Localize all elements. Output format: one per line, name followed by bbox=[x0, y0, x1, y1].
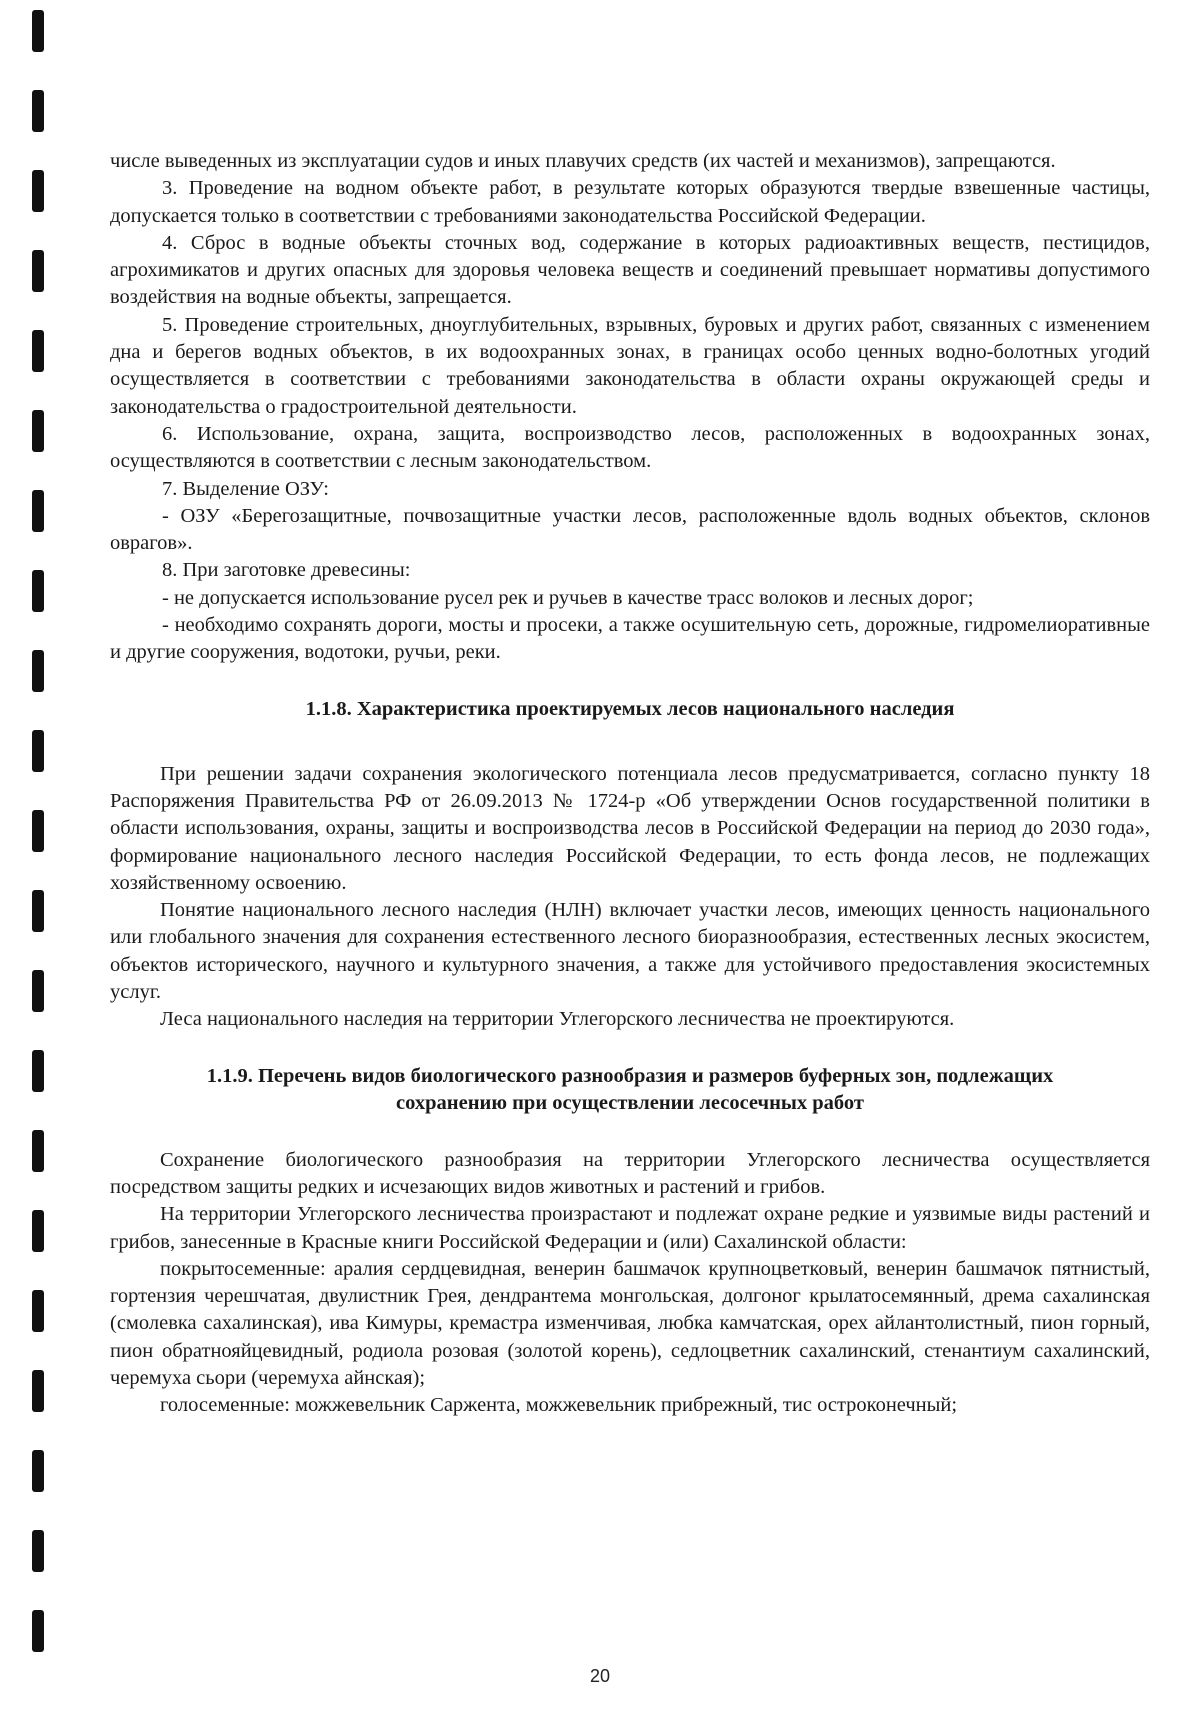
binding-hole bbox=[32, 1370, 44, 1412]
section-heading-1-1-8: 1.1.8. Характеристика проектируемых лесов национального наследия bbox=[305, 697, 955, 720]
paragraph-119-2: На территории Углегорского лесничества произрастают и подлежат охране редкие и уязвимые виды растений и грибов, занесенные в Красные книги Российской Федерации и (или) Сахалинской области: bbox=[110, 1203, 1150, 1253]
paragraph-118-3: Леса национального наследия на территории Углегорского лесничества не проектируются. bbox=[160, 1008, 955, 1031]
paragraph-item-7-detail: - ОЗУ «Берегозащитные, почвозащитные участки лесов, расположенные вдоль водных объектов, склонов оврагов». bbox=[110, 504, 1150, 555]
paragraph-continuation: числе выведенных из эксплуатации судов и иных плавучих средств (их частей и механизмов), запрещаются. bbox=[110, 150, 1056, 172]
page-number: 20 bbox=[589, 1666, 611, 1686]
binding-hole bbox=[32, 410, 44, 452]
binding-hole bbox=[32, 810, 44, 852]
binding-hole bbox=[32, 730, 44, 772]
paragraph-item-8: 8. При заготовке древесины: bbox=[162, 559, 411, 582]
binding-hole bbox=[32, 970, 44, 1012]
binding-hole bbox=[32, 250, 44, 292]
binding-hole bbox=[32, 890, 44, 932]
binding-hole bbox=[32, 1290, 44, 1332]
binding-hole bbox=[32, 10, 44, 52]
paragraph-item-8-detail-2: - необходимо сохранять дороги, мосты и просеки, а также осушительную сеть, дорожные, гидромелиоративные и другие сооружения, водотоки, ручьи, реки. bbox=[110, 614, 1150, 664]
binding-hole bbox=[32, 1050, 44, 1092]
binding-hole bbox=[32, 330, 44, 372]
paragraph-item-8-detail-1: - не допускается использование русел рек и ручьев в качестве трасс волоков и лесных дорог; bbox=[162, 586, 974, 609]
section-heading-1-1-9-line-2: сохранению при осуществлении лесосечных работ bbox=[396, 1091, 864, 1114]
document-body bbox=[110, 148, 1150, 1420]
paragraph-119-1: Сохранение биологического разнообразия на территории Углегорского лесничества осуществляется посредством защиты редких и исчезающих видов животных и растений и грибов. bbox=[110, 1148, 1150, 1198]
binding-hole bbox=[32, 1610, 44, 1652]
paragraph-item-7: 7. Выделение ОЗУ: bbox=[162, 477, 329, 500]
binding-hole bbox=[32, 1450, 44, 1492]
paragraph-119-3: покрытосеменные: аралия сердцевидная, венерин башмачок крупноцветковый, венерин башмачок пятнистый, гортензия черешчатая, двулистник Грея, дендрантема монгольская, долгоног крылатосемянный, дрема сахалинская (смолевка сахалинская), ива Кимуры, кремастра изменчивая, любка камчатская, орех айлантолистный, пион горный, пион обратнояйцевидный, родиола розовая (золотой корень), седлоцветник сахалинский, стенантиум сахалинский, черемуха сьори (черемуха айнская); bbox=[110, 1257, 1150, 1389]
paragraph-item-3: 3. Проведение на водном объекте работ, в результате которых образуются твердые взвешенные частицы, допускается только в соответствии с требованиями законодательства Российской Федерации. bbox=[110, 177, 1150, 227]
paragraph-118-1: При решении задачи сохранения экологического потенциала лесов предусматривается, согласно пункту 18 Распоряжения Правительства РФ от 26.09.2013 № 1724-р «Об утверждении Основ государственной политики в области использования, охраны, защиты и воспроизводства лесов в Российской Федерации на период до 2030 года», формирование национального лесного наследия Российской Федерации, то есть фонда лесов, не подлежащих хозяйственному освоению. bbox=[110, 762, 1150, 894]
binding-hole bbox=[32, 1530, 44, 1572]
binding-hole bbox=[32, 650, 44, 692]
section-heading-1-1-9-line-1: 1.1.9. Перечень видов биологического разнообразия и размеров буферных зон, подлежащих bbox=[206, 1064, 1054, 1087]
binding-hole bbox=[32, 570, 44, 612]
binding-hole bbox=[32, 1210, 44, 1252]
binding-hole bbox=[32, 90, 44, 132]
paragraph-item-4: 4. Сброс в водные объекты сточных вод, содержание в которых радиоактивных веществ, пестицидов, агрохимикатов и других опасных для здоровья человека веществ и соединений превышает нормативы допустимого воздействия на водные объекты, запрещается. bbox=[110, 231, 1150, 309]
binding-strip bbox=[26, 0, 48, 1709]
paragraph-item-6: 6. Использование, охрана, защита, воспроизводство лесов, расположенных в водоохранных зонах, осуществляются в соответствии с лесным законодательством. bbox=[110, 422, 1150, 473]
paragraph-118-2: Понятие национального лесного наследия (НЛН) включает участки лесов, имеющих ценность национального или глобального значения для сохранения естественного лесного биоразнообразия, естественных лесных экосистем, объектов исторического, научного и культурного значения, а также для устойчивого предоставления экосистемных услуг. bbox=[110, 899, 1150, 1004]
paragraph-119-4: голосеменные: можжевельник Саржента, можжевельник прибрежный, тис остроконечный; bbox=[160, 1394, 958, 1417]
binding-hole bbox=[32, 1130, 44, 1172]
paragraph-item-5: 5. Проведение строительных, дноуглубительных, взрывных, буровых и других работ, связанных с изменением дна и берегов водных объектов, в их водоохранных зонах, в границах особо ценных водно-болотных угодий осуществляется в соответствии с требованиями законодательства в области охраны окружающей среды и законодательства о градостроительной деятельности. bbox=[110, 313, 1150, 418]
binding-hole bbox=[32, 170, 44, 212]
binding-hole bbox=[32, 490, 44, 532]
section-heading-1-1-9 bbox=[110, 1063, 1150, 1117]
